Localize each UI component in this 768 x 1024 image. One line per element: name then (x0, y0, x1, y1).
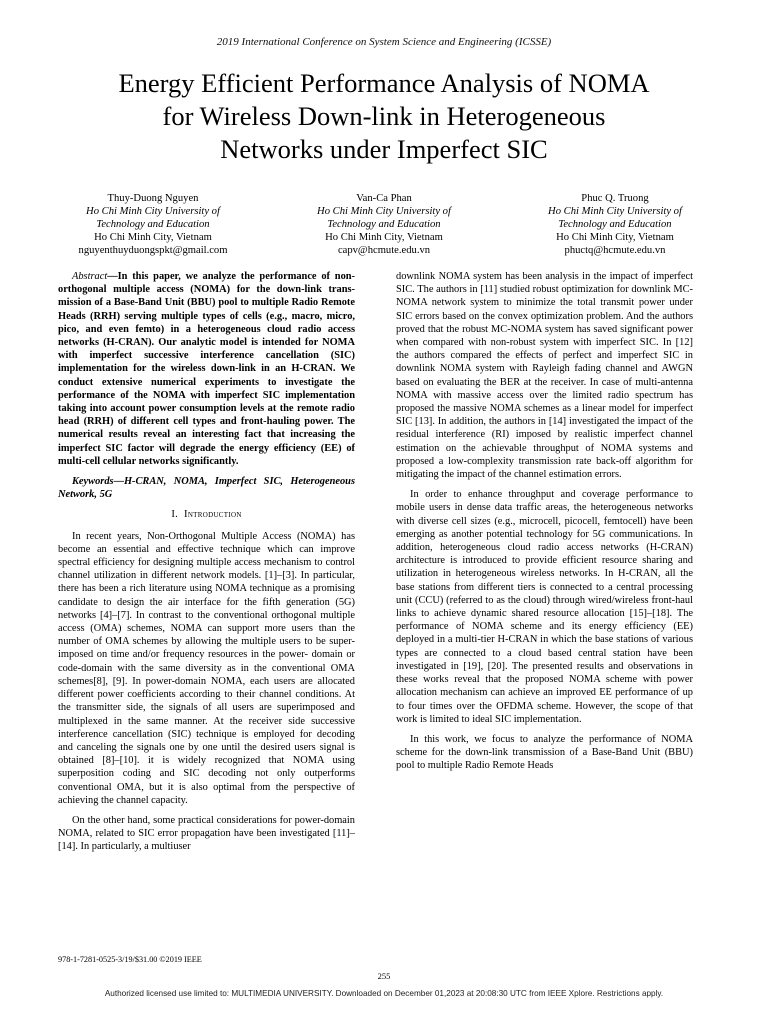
license-notice: Authorized licensed use limited to: MULTIMEDIA UNIVERSITY. Downloaded on December 01,2023 at 20:08:30 UTC from IEEE Xplore. Restrictions apply. (104, 989, 664, 998)
abstract (58, 270, 355, 468)
abstract-lead: Abstract (72, 271, 108, 282)
section-number: I. (171, 509, 179, 521)
paragraph: In recent years, Non-Orthogonal Multiple Access (NOMA) has become an essential and effective technique which can improve spectral efficiency for designing multiple access mechanism to control channel utilization in different network models. [1]–[3]. In particular, there has been a rich literature using NOMA technique as a promising candidate to design the air interface for the fifth generation (5G) networks [4]–[7]. In contrast to the conventional orthogonal multiple access (OMA) schemes, NOMA can support more users than the number of OMA schemes by allowing the multiple users to be super- imposed on time and/or frequency resources in the power- domain or code-domain with the same diversity as in the conventional OMA schemes[8], [9]. In power-domain NOMA, each users are allocated different power coefficients according to their channel conditions. At the transmitter side, the signals of all users are superimposed and multiplexed in the same manner. At the receiver side successive interference cancellation (SIC) technique is employed for decoding and canceling the signals one by one until the desired users signal is obtained [8]–[10]. it is widely recognized that NOMA using superposition coding and SIC decoding not only outperforms conventional OMA, but it is also optimal from the perspective of achieving the channel capacity. (58, 530, 355, 806)
copyright-line: 978-1-7281-0525-3/19/$31.00 ©2019 IEEE (58, 955, 202, 964)
keywords: Keywords—H-CRAN, NOMA, Imperfect SIC, Heterogeneous Network, 5G (58, 476, 355, 501)
paragraph: downlink NOMA system has been analysis in the impact of imperfect SIC. The authors in [11] studied robust optimization for downlink MC-NOMA network system to minimize the total transmit power under SIC errors based on the convex optimization problem. And the authors proved that the robust MC-NOMA system has saved significant power when compared with non-robust system with imperfect SIC. In [12] the authors compared the effects of perfect and imperfect SIC in downlink NOMA system with Rayleigh fading channel and AWGN based on evaluating the BER at the receiver. In case of multi-antenna NOMA with massive access over the limited radio spectrum has proposed the massive NOMA schemes as a linear model for imperfect SIC [13]. In addition, the authors in [14] investigated the impact of the residual interference (RI) imposed by realistic imperfect channel estimation on the achievable throughput of NOMA systems and proposed a low-complexity transmission rate back-off algorithm for mitigating the impact of the channel estimation errors. (396, 271, 693, 481)
left-column (58, 270, 355, 861)
right-column (396, 270, 693, 780)
paragraph: On the other hand, some practical considerations for power-domain NOMA, related to SIC error propagation have been investigated [11]–[14]. In particularly, a multiuser (58, 814, 355, 853)
author-name: Thuy-Duong Nguyen (107, 193, 199, 204)
title-line: Energy Efficient Performance Analysis of NOMA (118, 68, 650, 98)
author-affiliation: Ho Chi Minh City University of (317, 206, 451, 217)
author-block (40, 192, 728, 257)
author-email[interactable]: nguyenthuyduongspkt@gmail.com (78, 245, 228, 256)
author-affiliation: Technology and Education (558, 219, 672, 230)
author-3 (502, 192, 728, 257)
title-line: for Wireless Down-link in Heterogeneous (162, 101, 606, 131)
author-city: Ho Chi Minh City, Vietnam (556, 232, 674, 243)
author-affiliation: Technology and Education (327, 219, 441, 230)
author-2 (271, 192, 497, 257)
title-line: Networks under Imperfect SIC (220, 134, 548, 164)
author-affiliation: Technology and Education (96, 219, 210, 230)
conference-header: 2019 International Conference on System Science and Engineering (ICSSE) (216, 36, 552, 48)
author-email[interactable]: phuctq@hcmute.edu.vn (564, 245, 666, 256)
author-city: Ho Chi Minh City, Vietnam (94, 232, 212, 243)
abstract-text: —In this paper, we analyze the performance of non- orthogonal multiple access (NOMA) for the down-link trans- mission of a Base-Band Unit (BBU) pool to multiple Radio Remote Heads (RRH) serving multiple types of cells (e.g., macro, micro, pico, and even femto) in a heterogeneous cloud radio access networks (H-CRAN). Our analytic model is intended for NOMA with imperfect successive interference cancellation (SIC) implementation for the wireless down-link in an H-CRAN. We conduct extensive numerical experiments to investigate the performance of the NOMA with imperfect SIC implementation taking into account power consumption levels at the remote radio head (RRH) of different cell types and front-hauling power. The numerical results reveal an interesting fact that increasing the imperfect SIC factor will degrade the energy efficiency (EE) of multi-cell cellular networks significantly. (58, 271, 355, 467)
author-name: Van-Ca Phan (356, 193, 412, 204)
paragraph: In this work, we focus to analyze the performance of NOMA scheme for the down-link transmission of a Base-Band Unit (BBU) pool to multiple Radio Remote Heads (396, 733, 693, 772)
author-name: Phuc Q. Truong (581, 193, 649, 204)
page-number: 255 (377, 971, 391, 981)
author-1 (40, 192, 266, 257)
paragraph: In order to enhance throughput and coverage performance to mobile users in dense data traffic areas, the heterogeneous networks with diverse cell sizes (e.g., microcell, picocell, femtocell) have been emerging as another potential technology for 5G communications. In addition, heterogeneous cloud radio access networks (H-CRAN) architecture is introduced to provide efficient resource sharing and utilization in heterogeneous wireless networks. In H-CRAN, all the base stations from different tiers is connected to a central processing unit (CCU) (referred to as the cloud) through wired/wireless front-haul links to achieve dynamic shared resource allocation [15]–[18]. The performance of NOMA scheme and its energy efficiency (EE) deployed in a multi-tier H-CRAN in which the base stations of various types are connected to a cloud based central station have been investigated in [19], [20]. The presented results and observations in these works reveal that the proposed NOMA scheme with power allocation mechanism can achieve an improved EE performance of up to four times over the OFDMA scheme. However, the scope of that work is limited to ideal SIC implementation. (396, 489, 693, 725)
section-title: Introduction (184, 509, 242, 521)
author-city: Ho Chi Minh City, Vietnam (325, 232, 443, 243)
section-heading-introduction (58, 508, 355, 521)
author-email[interactable]: capv@hcmute.edu.vn (337, 245, 431, 256)
paper-title (40, 67, 728, 166)
author-affiliation: Ho Chi Minh City University of (86, 206, 220, 217)
author-affiliation: Ho Chi Minh City University of (548, 206, 682, 217)
